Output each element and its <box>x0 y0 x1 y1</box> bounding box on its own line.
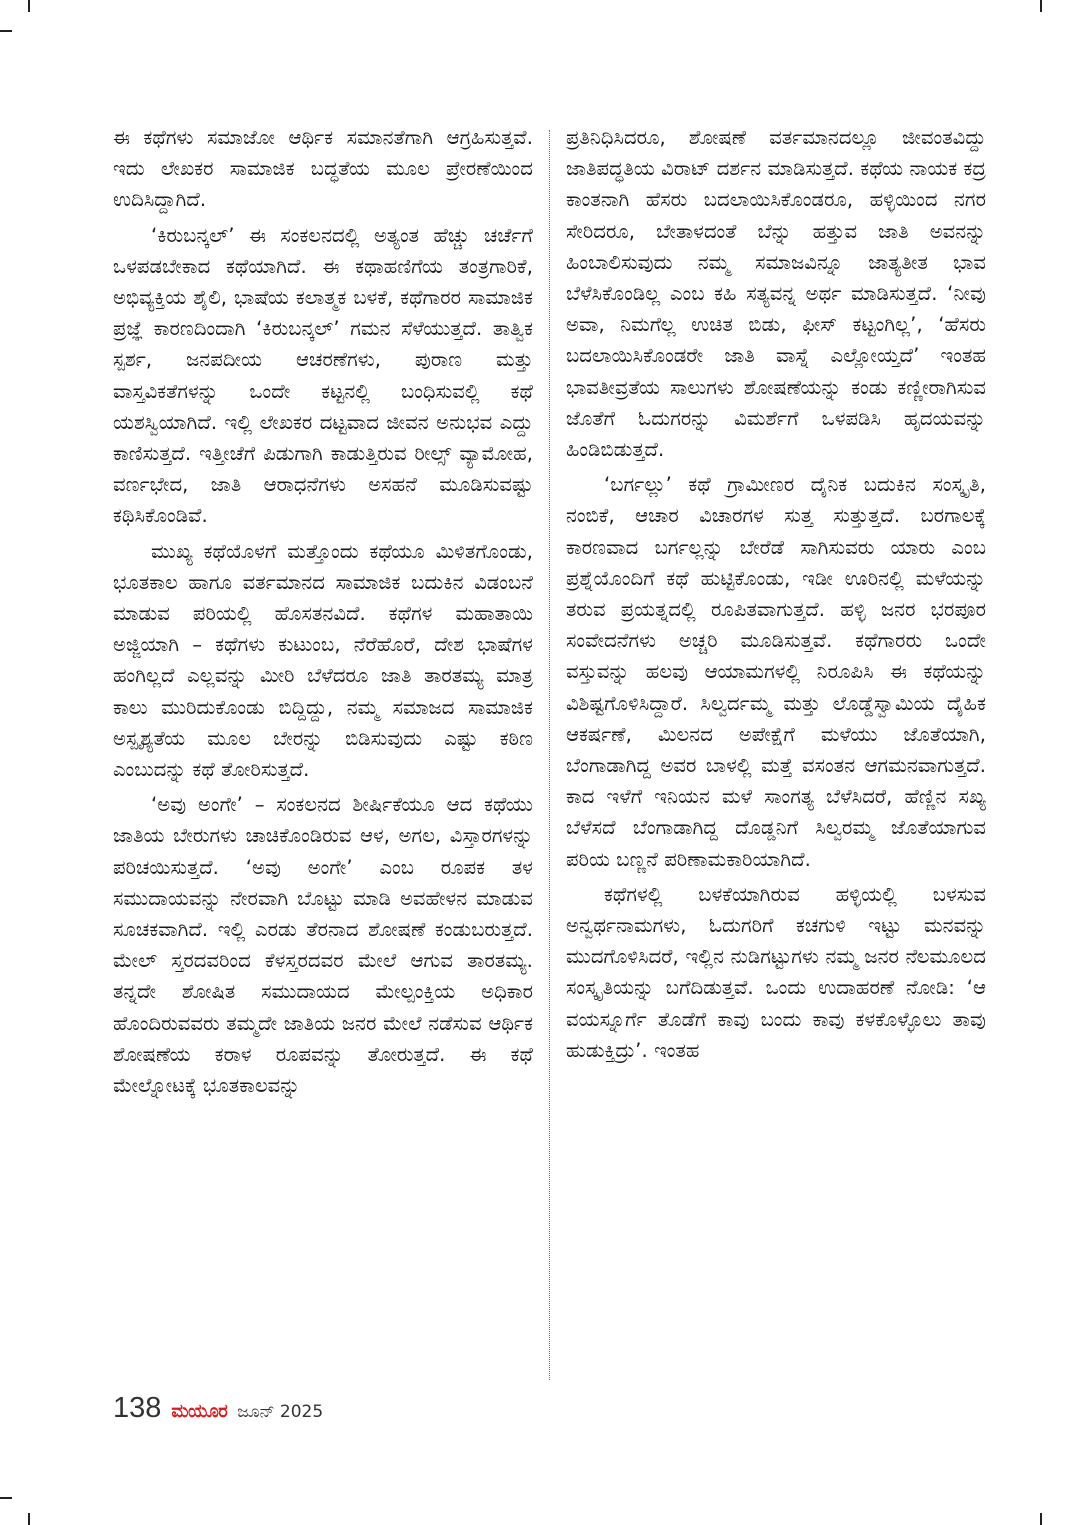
article-paragraph: ‘ಅವು ಅಂಗೇ’ – ಸಂಕಲನದ ಶೀರ್ಷಿಕೆಯೂ ಆದ ಕಥೆಯು ಜಾತಿಯ ಬೇರುಗಳು ಚಾಚಿಕೊಂಡಿರುವ ಆಳ, ಅಗಲ, ವಿಸ್ತಾರಗಳನ್ನು ಪರಿಚಯಿಸುತ್ತದೆ. ‘ಅವು ಅಂಗೇ’ ಎಂಬ ರೂಪಕ ತಳ ಸಮುದಾಯವನ್ನು ನೇರವಾಗಿ ಬೊಟ್ಟು ಮಾಡಿ ಅವಹೇಳನ ಮಾಡುವ ಸೂಚಕವಾಗಿದೆ. ಇಲ್ಲಿ ಎರಡು ತೆರನಾದ ಶೋಷಣೆ ಕಂಡುಬರುತ್ತದೆ. ಮೇಲ್ ಸ್ತರದವರಿಂದ ಕೆಳಸ್ತರದವರ ಮೇಲೆ ಆಗುವ ತಾರತಮ್ಯ. ತನ್ನದೇ ಶೋಷಿತ ಸಮುದಾಯದ ಮೇಲ್ಪಂಕ್ತಿಯ ಅಧಿಕಾರ ಹೊಂದಿರುವವರು ತಮ್ಮದೇ ಜಾತಿಯ ಜನರ ಮೇಲೆ ನಡೆಸುವ ಆರ್ಥಿಕ ಶೋಷಣೆಯ ಕರಾಳ ರೂಪವನ್ನು ತೋರುತ್ತದೆ. ಈ ಕಥೆ ಮೇಲ್ನೋಟಕ್ಕೆ ಭೂತಕಾಲವನ್ನು <box>113 793 533 1098</box>
article-paragraph: ಈ ಕಥೆಗಳು ಸಮಾಜೋ ಆರ್ಥಿಕ ಸಮಾನತೆಗಾಗಿ ಆಗ್ರಹಿಸುತ್ತವೆ. ಇದು ಲೇಖಕರ ಸಾಮಾಜಿಕ ಬದ್ಧತೆಯ ಮೂಲ ಪ್ರೇರಣೆಯಿಂದ ಉದಿಸಿದ್ದಾಗಿದೆ. <box>113 126 533 212</box>
article-paragraph: ಪ್ರತಿನಿಧಿಸಿದರೂ, ಶೋಷಣೆ ವರ್ತಮಾನದಲ್ಲೂ ಜೀವಂತವಿದ್ದು ಜಾತಿಪದ್ಧತಿಯ ವಿರಾಟ್ ದರ್ಶನ ಮಾಡಿಸುತ್ತದೆ. ಕಥೆಯ ನಾಯಕ ಕದ್ರ ಕಾಂತನಾಗಿ ಹೆಸರು ಬದಲಾಯಿಸಿಕೊಂಡರೂ, ಹಳ್ಳಿಯಿಂದ ನಗರ ಸೇರಿದರೂ, ಬೇತಾಳದಂತೆ ಬೆನ್ನು ಹತ್ತುವ ಜಾತಿ ಅವನನ್ನು ಹಿಂಬಾಲಿಸುವುದು ನಮ್ಮ ಸಮಾಜವಿನ್ನೂ ಜಾತ್ಯತೀತ ಭಾವ ಬೆಳೆಸಿಕೊಂಡಿಲ್ಲ ಎಂಬ ಕಹಿ ಸತ್ಯವನ್ನ ಅರ್ಥ ಮಾಡಿಸುತ್ತದೆ. ‘ನೀವು ಅವಾ, ನಿಮಗೆಲ್ಲ ಉಚಿತ ಬಿಡು, ಫೀಸ್ ಕಟ್ಟಂಗಿಲ್ಲ’, ‘ಹೆಸರು ಬದಲಾಯಿಸಿಕೊಂಡರೇ ಜಾತಿ ವಾಸ್ನೆ ಎಲ್ಲೋಯ್ತದೆ’ ಇಂತಹ ಭಾವತೀವ್ರತೆಯ ಸಾಲುಗಳು ಶೋಷಣೆಯನ್ನು ಕಂಡು ಕಣ್ಣೀರಾಗಿಸುವ ಜೊತೆಗೆ ಓದುಗರನ್ನು ವಿಮರ್ಶೆಗೆ ಒಳಪಡಿಸಿ ಹೃದಯವನ್ನು ಹಿಂಡಿಬಿಡುತ್ತದೆ. <box>566 126 986 462</box>
article-paragraph: ‘ಬರ್ಗಲ್ಲು’ ಕಥೆ ಗ್ರಾಮೀಣರ ದೈನಿಕ ಬದುಕಿನ ಸಂಸ್ಕೃತಿ, ನಂಬಿಕೆ, ಆಚಾರ ವಿಚಾರಗಳ ಸುತ್ತ ಸುತ್ತುತ್ತದೆ. ಬರಗಾಲಕ್ಕೆ ಕಾರಣವಾದ ಬರ್ಗಲ್ಲನ್ನು ಬೇರೆಡೆ ಸಾಗಿಸುವರು ಯಾರು ಎಂಬ ಪ್ರಶ್ನೆಯೊಂದಿಗೆ ಕಥೆ ಹುಟ್ಟಿಕೊಂಡು, ಇಡೀ ಊರಿನಲ್ಲಿ ಮಳೆಯನ್ನು ತರುವ ಪ್ರಯತ್ನದಲ್ಲಿ ರೂಪಿತವಾಗುತ್ತದೆ. ಹಳ್ಳಿ ಜನರ ಭರಪೂರ ಸಂವೇದನೆಗಳು ಅಚ್ಚರಿ ಮೂಡಿಸುತ್ತವೆ. ಕಥೆಗಾರರು ಒಂದೇ ವಸ್ತುವನ್ನು ಹಲವು ಆಯಾಮಗಳಲ್ಲಿ ನಿರೂಪಿಸಿ ಈ ಕಥೆಯನ್ನು ವಿಶಿಷ್ಟಗೊಳಿಸಿದ್ದಾರೆ. ಸಿಲ್ವರ್ದಮ್ಮ ಮತ್ತು ಲೊಡ್ಡೆಸ್ವಾಮಿಯ ದೈಹಿಕ ಆಕರ್ಷಣೆ, ಮಿಲನದ ಅಪೇಕ್ಷೆಗೆ ಮಳೆಯು ಜೊತೆಯಾಗಿ, ಬೆಂಗಾಡಾಗಿದ್ದ ಅವರ ಬಾಳಲ್ಲಿ ಮತ್ತೆ ವಸಂತನ ಆಗಮನವಾಗುತ್ತದೆ. ಕಾದ ಇಳೆಗೆ ಇನಿಯನ ಮಳೆ ಸಾಂಗತ್ಯ ಬೆಳೆಸಿದರೆ, ಹೆಣ್ಣಿನ ಸಖ್ಯ ಬೆಳೆಸದೆ ಬೆಂಗಾಡಾಗಿದ್ದ ದೊಡ್ಡನಿಗೆ ಸಿಲ್ವರಮ್ಮ ಜೊತೆಯಾಗುವ ಪರಿಯ ಬಣ್ಣನೆ ಪರಿಣಾಮಕಾರಿಯಾಗಿದೆ. <box>566 473 986 871</box>
crop-mark <box>1040 0 1042 12</box>
crop-mark <box>28 1513 30 1525</box>
article-paragraph: ‘ಕಿರುಬನ್ಕಲ್’ ಈ ಸಂಕಲನದಲ್ಲಿ ಅತ್ಯಂತ ಹೆಚ್ಚು ಚರ್ಚೆಗೆ ಒಳಪಡಬೇಕಾದ ಕಥೆಯಾಗಿದೆ. ಈ ಕಥಾಹಣಿಗೆಯ ತಂತ್ರಗಾರಿಕೆ, ಅಭಿವ್ಯಕ್ತಿಯ ಶೈಲಿ, ಭಾಷೆಯ ಕಲಾತ್ಮಕ ಬಳಕೆ, ಕಥೆಗಾರರ ಸಾಮಾಜಿಕ ಪ್ರಜ್ಞೆ ಕಾರಣದಿಂದಾಗಿ ‘ಕಿರುಬನ್ಕಲ್’ ಗಮನ ಸೆಳೆಯುತ್ತದೆ. ತಾತ್ವಿಕ ಸ್ಪರ್ಶ, ಜನಪದೀಯ ಆಚರಣೆಗಳು, ಪುರಾಣ ಮತ್ತು ವಾಸ್ತವಿಕತೆಗಳನ್ನು ಒಂದೇ ಕಟ್ಟನಲ್ಲಿ ಬಂಧಿಸುವಲ್ಲಿ ಕಥೆ ಯಶಸ್ವಿಯಾಗಿದೆ. ಇಲ್ಲಿ ಲೇಖಕರ ದಟ್ಟವಾದ ಜೀವನ ಅನುಭವ ಎದ್ದು ಕಾಣಿಸುತ್ತದೆ. ಇತ್ತೀಚೆಗೆ ಪಿಡುಗಾಗಿ ಕಾಡುತ್ತಿರುವ ರೀಲ್ಸ್ ವ್ಯಾಮೋಹ, ವರ್ಣಭೇದ, ಜಾತಿ ಆರಾಧನೆಗಳು ಅಸಹನೆ ಮೂಡಿಸುವಷ್ಟು ಕಥಿಸಿಕೊಂಡಿವೆ. <box>113 223 533 528</box>
issue-date: ಜೂನ್ 2025 <box>237 1402 324 1422</box>
article-paragraph: ಕಥೆಗಳಲ್ಲಿ ಬಳಕೆಯಾಗಿರುವ ಹಳ್ಳಿಯಲ್ಲಿ ಬಳಸುವ ಅನ್ವರ್ಥನಾಮಗಳು, ಓದುಗರಿಗೆ ಕಚಗುಳಿ ಇಟ್ಟು ಮನವನ್ನು ಮುದಗೊಳಿಸಿದರೆ, ಇಲ್ಲಿನ ನುಡಿಗಟ್ಟುಗಳು ನಮ್ಮ ಜನರ ನೆಲಮೂಲದ ಸಂಸ್ಕೃತಿಯನ್ನು ಬಗೆದಿಡುತ್ತವೆ. ಒಂದು ಉದಾಹರಣೆ ನೋಡಿ: ‘ಆ ವಯಸ್ನೂರ್ಗೆ ತೊಡೆಗೆ ಕಾವು ಬಂದು ಕಾವು ಕಳಕೊಳ್ಳೊಲು ತಾವು ಹುಡುಕ್ತಿದ್ರು’. ಇಂತಹ <box>566 882 986 1062</box>
article-paragraph: ಮುಖ್ಯ ಕಥೆಯೊಳಗೆ ಮತ್ತೊಂದು ಕಥೆಯೂ ಮಿಳಿತಗೊಂಡು, ಭೂತಕಾಲ ಹಾಗೂ ವರ್ತಮಾನದ ಸಾಮಾಜಿಕ ಬದುಕಿನ ವಿಡಂಬನೆ ಮಾಡುವ ಪರಿಯಲ್ಲಿ ಹೊಸತನವಿದೆ. ಕಥೆಗಳ ಮಹಾತಾಯಿ ಅಜ್ಜಿಯಾಗಿ – ಕಥೆಗಳು ಕುಟುಂಬ, ನೆರೆಹೊರೆ, ದೇಶ ಭಾಷೆಗಳ ಹಂಗಿಲ್ಲದೆ ಎಲ್ಲವನ್ನು ಮೀರಿ ಬೆಳೆದರೂ ಜಾತಿ ತಾರತಮ್ಯ ಮಾತ್ರ ಕಾಲು ಮುರಿದುಕೊಂಡು ಬಿದ್ದಿದ್ದು, ನಮ್ಮ ಸಮಾಜದ ಸಾಮಾಜಿಕ ಅಸ್ಪೃಶ್ಯತೆಯ ಮೂಲ ಬೇರನ್ನು ಬಿಡಿಸುವುದು ಎಷ್ಟು ಕಠಿಣ ಎಂಬುದನ್ನು ಕಥೆ ತೋರಿಸುತ್ತದೆ. <box>113 539 533 782</box>
article-column-right <box>566 122 986 1066</box>
crop-mark <box>1040 1513 1042 1525</box>
article-column-left <box>113 122 533 1101</box>
crop-mark <box>0 1497 12 1499</box>
magazine-logo: ಮಯೂರ <box>171 1401 228 1422</box>
crop-mark <box>28 0 30 12</box>
column-divider <box>549 130 551 1380</box>
page-number: 138 <box>113 1392 162 1424</box>
crop-mark <box>0 30 12 32</box>
page-footer <box>113 1392 323 1432</box>
